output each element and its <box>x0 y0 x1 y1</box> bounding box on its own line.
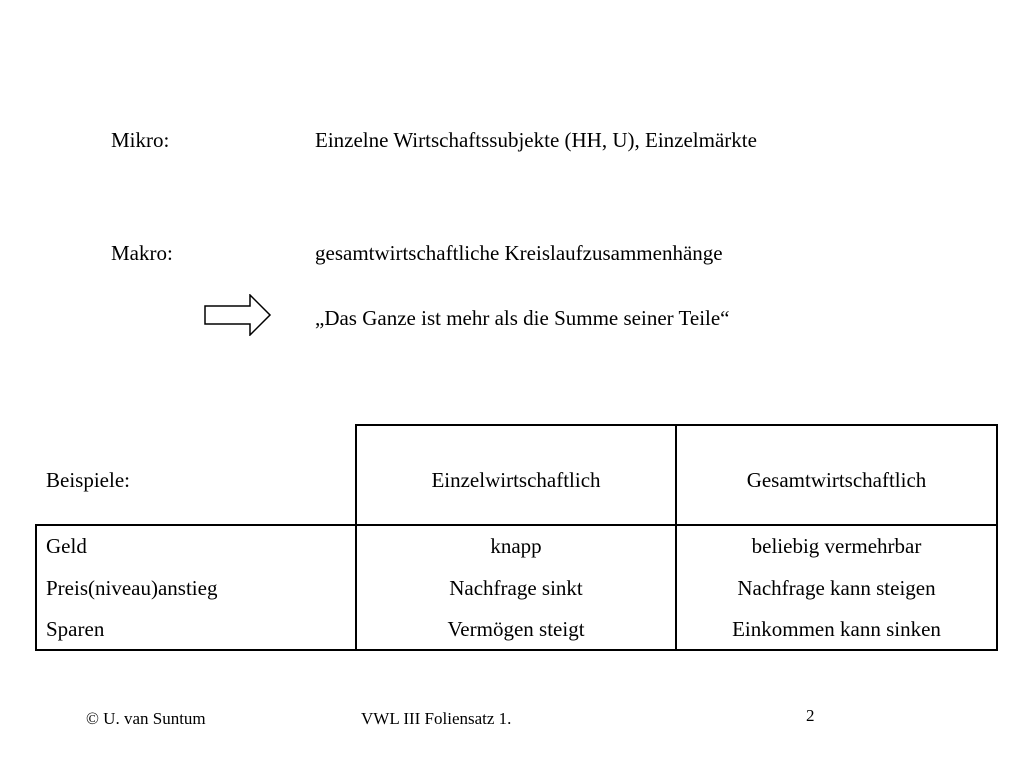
mikro-label: Mikro: <box>111 128 170 152</box>
table-row-1-label: Geld <box>46 534 87 558</box>
table-row-2-label: Preis(niveau)anstieg <box>46 576 218 600</box>
right-arrow-icon <box>204 294 272 336</box>
makro-label: Makro: <box>111 241 173 265</box>
makro-text: gesamtwirtschaftliche Kreislaufzusammenhänge <box>315 241 723 265</box>
footer-course: VWL III Foliensatz 1. <box>361 709 512 728</box>
table-row-3-einzel: Vermögen steigt <box>447 617 585 641</box>
footer-page-number: 2 <box>806 706 815 725</box>
table-row-2-gesamt: Nachfrage kann steigen <box>737 576 936 600</box>
quote-text: „Das Ganze ist mehr als die Summe seiner Teile“ <box>315 306 730 330</box>
table-row-1-einzel: knapp <box>490 534 542 558</box>
table-header-einzelwirtschaftlich: Einzelwirtschaftlich <box>431 468 601 492</box>
footer-author: © U. van Suntum <box>86 709 206 728</box>
table-header-beispiele: Beispiele: <box>46 468 130 492</box>
table-header-gesamtwirtschaftlich: Gesamtwirtschaftlich <box>746 468 927 492</box>
mikro-text: Einzelne Wirtschaftssubjekte (HH, U), Einzelmärkte <box>315 128 757 152</box>
table-row-3-label: Sparen <box>46 617 105 641</box>
table-row-1-gesamt: beliebig vermehrbar <box>751 534 922 558</box>
table-row-2-einzel: Nachfrage sinkt <box>449 576 583 600</box>
table-row-3-gesamt: Einkommen kann sinken <box>732 617 941 641</box>
